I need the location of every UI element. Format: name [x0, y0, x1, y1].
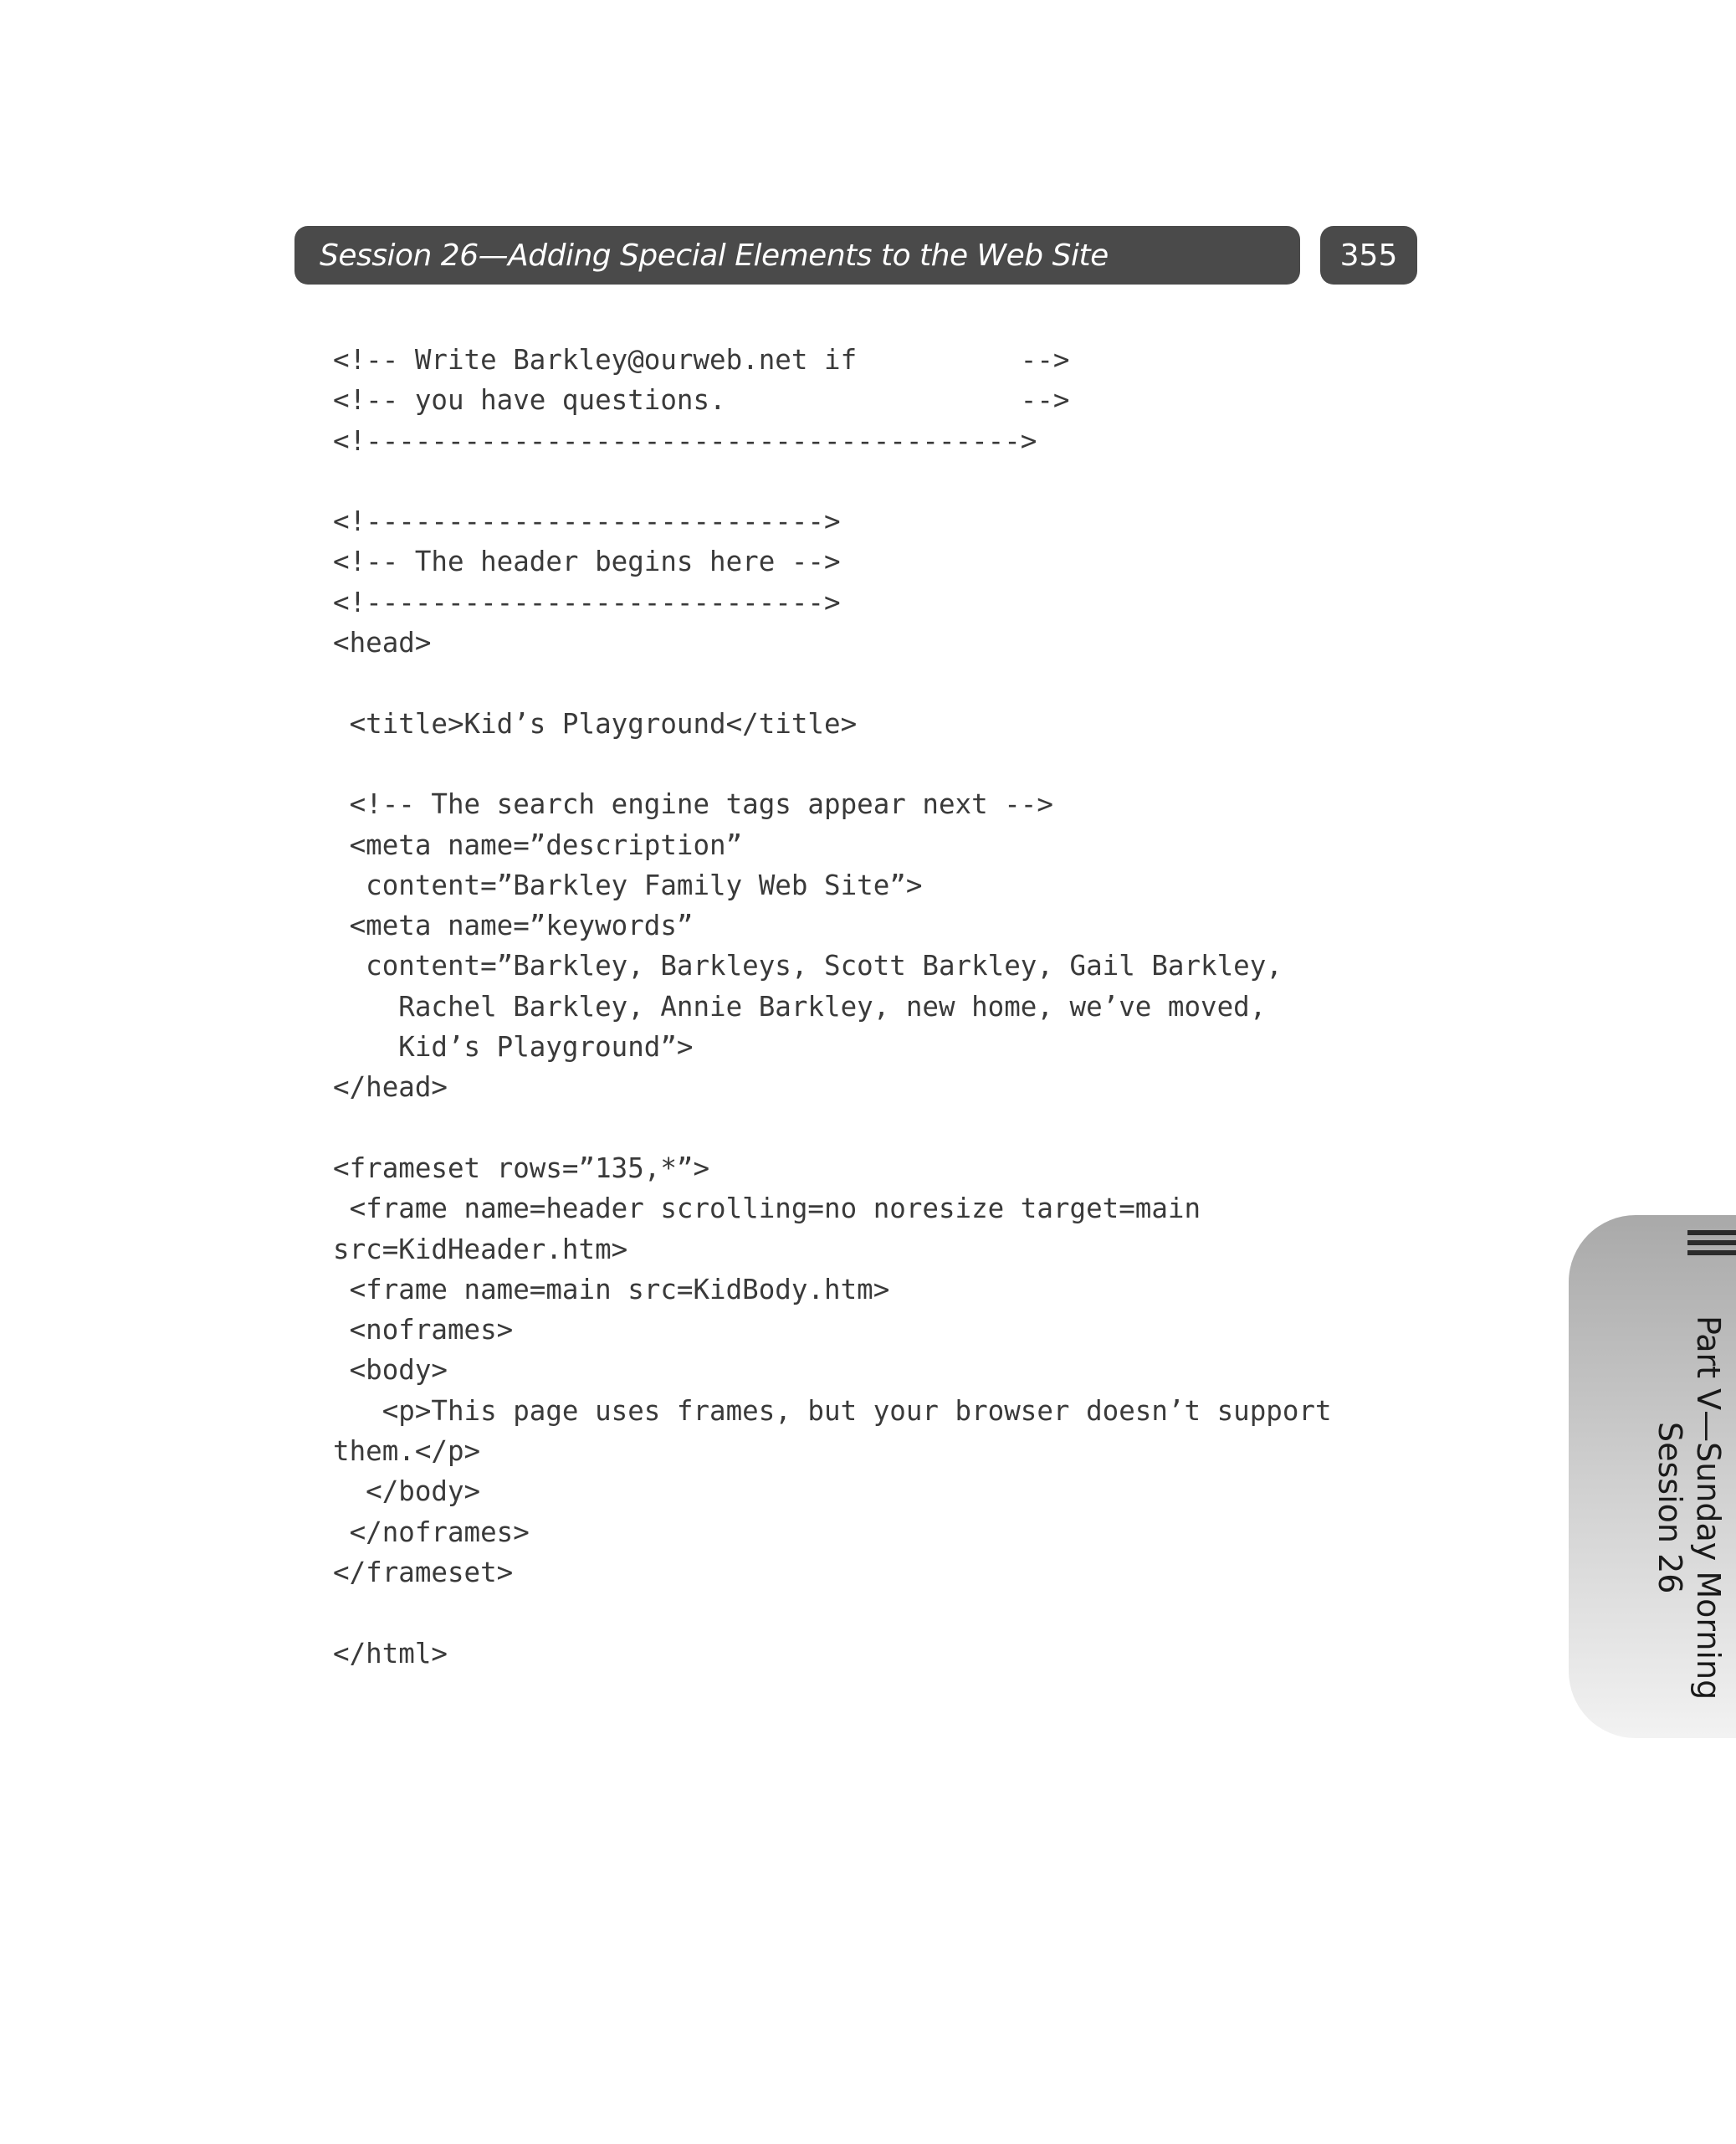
code-line: Rachel Barkley, Annie Barkley, new home, we’ve moved, [333, 990, 1267, 1023]
code-line [333, 744, 1421, 784]
code-line: </head> [333, 1071, 448, 1104]
code-line: <head> [333, 627, 432, 659]
code-line: content=”Barkley, Barkleys, Scott Barkley, Gail Barkley, [333, 950, 1283, 982]
code-line: <!-- The search engine tags appear next --> [333, 788, 1053, 821]
part-label: Part V—Sunday Morning [1690, 1316, 1727, 1700]
code-line: <!-- The header begins here --> [333, 546, 841, 578]
code-line: <frame name=header scrolling=no noresize target=main [333, 1193, 1201, 1225]
code-listing [333, 340, 1421, 1674]
part-thumb-tab [1569, 1215, 1736, 1738]
code-line [333, 663, 1421, 703]
running-header [294, 226, 1300, 285]
tab-lines-icon [1687, 1230, 1736, 1264]
code-line: </noframes> [333, 1516, 530, 1548]
code-line: </body> [333, 1475, 481, 1508]
code-line: <!----------------------------> [333, 505, 841, 538]
code-line: src=KidHeader.htm> [333, 1233, 628, 1265]
session-label: Session 26 [1652, 1422, 1688, 1594]
code-line: <meta name=”description” [333, 828, 743, 861]
code-line: </html> [333, 1637, 448, 1670]
code-line: </frameset> [333, 1556, 514, 1588]
code-line: them.</p> [333, 1435, 481, 1468]
code-line: <!-- you have questions. --> [333, 384, 1070, 417]
code-line [333, 1108, 1421, 1148]
running-header-title: Session 26—Adding Special Elements to the Web Site [320, 238, 1109, 273]
code-line: <noframes> [333, 1314, 514, 1346]
code-line: content=”Barkley Family Web Site”> [333, 869, 923, 901]
page-number-box [1320, 226, 1417, 285]
code-line [333, 461, 1421, 501]
code-line: <!----------------------------------------> [333, 424, 1037, 457]
code-line [333, 1593, 1421, 1633]
code-line: <frameset rows=”135,*”> [333, 1152, 710, 1184]
code-line: <title>Kid’s Playground</title> [333, 707, 858, 740]
page-number: 355 [1339, 238, 1398, 273]
code-line: <p>This page uses frames, but your browser doesn’t support [333, 1394, 1332, 1427]
code-line: <!----------------------------> [333, 586, 841, 618]
code-line: <!-- Write Barkley@ourweb.net if --> [333, 344, 1070, 376]
code-line: <frame name=main src=KidBody.htm> [333, 1273, 890, 1305]
code-line: Kid’s Playground”> [333, 1031, 694, 1064]
code-line: <body> [333, 1354, 448, 1387]
code-line: <meta name=”keywords” [333, 910, 694, 942]
thumb-tab-text [1577, 1307, 1728, 1709]
